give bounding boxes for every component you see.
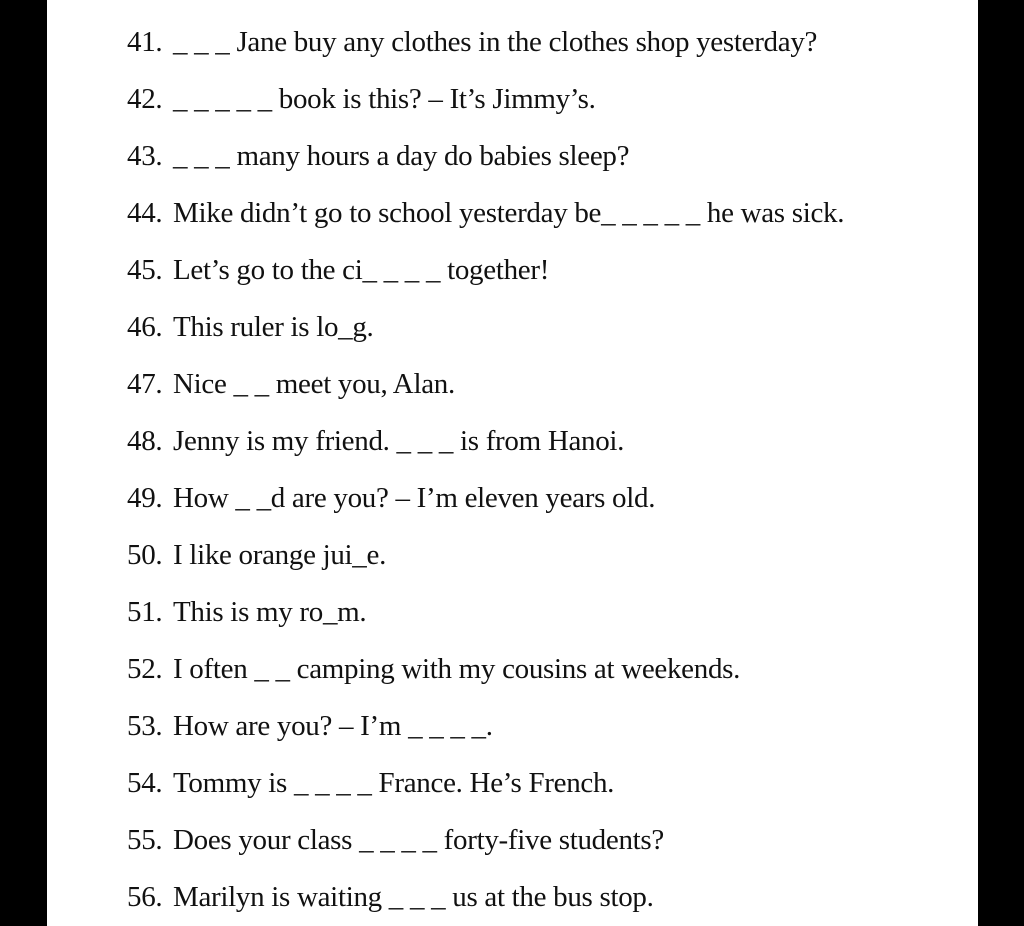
question-item [127,413,1007,470]
question-list [127,14,1007,926]
question-number: 46. [127,311,163,343]
question-number: 48. [127,425,163,457]
question-number: 47. [127,368,163,400]
question-text: Jenny is my friend. _ _ _ is from Hanoi. [173,425,625,457]
question-number: 53. [127,710,163,742]
question-number: 43. [127,140,163,172]
question-number: 51. [127,596,163,628]
question-text: How are you? – I’m _ _ _ _. [173,710,493,742]
question-text: _ _ _ Jane buy any clothes in the clothes shop yesterday? [173,26,818,58]
question-item [127,812,1007,869]
question-item [127,185,1007,242]
question-item [127,242,1007,299]
question-item [127,755,1007,812]
question-text: Let’s go to the ci_ _ _ _ together! [173,254,550,286]
question-text: I like orange jui_e. [173,539,387,571]
question-number: 52. [127,653,163,685]
question-item [127,71,1007,128]
question-item [127,14,1007,71]
question-text: How _ _d are you? – I’m eleven years old. [173,482,656,514]
question-number: 56. [127,881,163,913]
question-number: 49. [127,482,163,514]
question-item [127,869,1007,926]
question-item [127,356,1007,413]
question-item [127,698,1007,755]
question-number: 44. [127,197,163,229]
question-text: Mike didn’t go to school yesterday be_ _ _ _ _ he was sick. [173,197,845,229]
question-item [127,584,1007,641]
question-text: Marilyn is waiting _ _ _ us at the bus stop. [173,881,654,913]
question-number: 50. [127,539,163,571]
question-text: This is my ro_m. [173,596,367,628]
question-number: 45. [127,254,163,286]
question-item [127,641,1007,698]
question-text: This ruler is lo_g. [173,311,374,343]
question-text: _ _ _ many hours a day do babies sleep? [173,140,630,172]
question-text: Tommy is _ _ _ _ France. He’s French. [173,767,615,799]
question-text: _ _ _ _ _ book is this? – It’s Jimmy’s. [173,83,596,115]
question-item [127,299,1007,356]
question-text: I often _ _ camping with my cousins at weekends. [173,653,741,685]
question-text: Nice _ _ meet you, Alan. [173,368,455,400]
question-number: 55. [127,824,163,856]
question-number: 42. [127,83,163,115]
question-item [127,470,1007,527]
question-item [127,128,1007,185]
question-text: Does your class _ _ _ _ forty-five students? [173,824,664,856]
question-item [127,527,1007,584]
question-number: 54. [127,767,163,799]
question-number: 41. [127,26,163,58]
worksheet-page [47,0,978,926]
